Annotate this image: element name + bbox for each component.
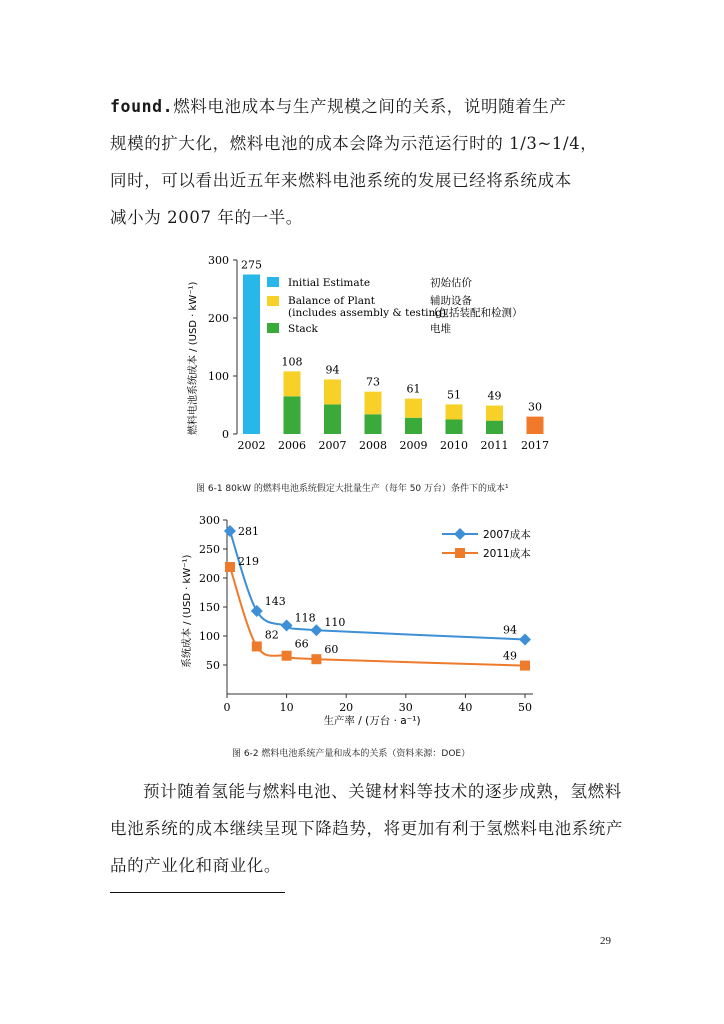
data-label: 60 [324,643,339,657]
x-tick-label: 2007 [318,439,347,452]
data-point [252,641,262,651]
data-label: 118 [294,611,316,625]
x-tick-label: 50 [518,701,532,714]
paragraph-intro [110,88,620,236]
text-line: 减小为 2007 年的一半。 [110,208,303,227]
legend-swatch-bop [267,296,279,306]
data-label: 49 [503,649,517,663]
bar-total-label: 49 [487,389,502,403]
data-point [311,654,321,664]
legend-bop-en: Balance of Plant [288,295,375,307]
y-tick-label: 150 [199,601,220,614]
x-tick-label: 2006 [278,439,306,452]
bold-word: found. [110,97,174,116]
bar-segment [365,392,382,415]
y-tick-label: 250 [199,543,220,556]
paragraph-outlook [110,773,623,884]
bar-segment [486,406,503,421]
x-tick-label: 20 [339,701,354,714]
legend [442,528,531,560]
bar-segment [324,404,341,434]
data-point [519,633,531,645]
text-line: 同时，可以看出近五年来燃料电池系统的发展已经将系统成本 [110,171,572,190]
x-tick-label: 2017 [521,439,549,452]
y-tick-label: 100 [199,630,220,643]
series-line [230,531,525,642]
y-axis-label: 燃料电池系统成本 / (USD · kW⁻¹) [188,281,199,435]
footnote-rule [110,892,285,893]
data-point [520,661,530,671]
bar-segment [324,379,341,404]
legend-bop-cn: 辅助设备 [430,295,472,307]
bar-total-label: 275 [241,258,262,272]
legend-swatch-stack [267,323,279,333]
x-tick-label: 0 [223,701,231,714]
y-axis-label: 系统成本 / (USD · kW⁻¹) [182,554,193,668]
data-point [310,624,322,636]
y-tick-label: 50 [206,659,220,672]
data-label: 281 [237,525,259,539]
bar-total-label: 108 [281,355,303,369]
data-point [281,620,293,632]
text-line: 规模的扩大化，燃料电池的成本会降为示范运行时的 1/3~1/4， [110,134,598,153]
x-tick-label: 30 [398,701,413,714]
legend-bop-note-cn: （包括装配和检测） [428,307,523,319]
legend-2011: 2011成本 [483,548,531,560]
bar-segment [405,418,422,434]
y-tick-label: 100 [208,370,229,383]
bar-segment [284,371,301,396]
bar-total-label: 73 [366,375,380,389]
x-tick-label: 10 [279,701,294,714]
series-line [230,567,525,666]
legend-diamond-icon [454,528,466,540]
legend-bop-note-en: (includes assembly & testing) [288,307,447,319]
x-tick-label: 40 [458,701,473,714]
data-label: 82 [264,628,279,642]
x-axis-label: 生产率 / (万台 · a⁻¹) [323,715,421,727]
bar-total-label: 94 [325,363,340,377]
legend-initial-cn: 初始估价 [430,277,472,289]
bar-segment [365,414,382,434]
bar-segment [405,399,422,418]
data-point [225,562,235,572]
legend-stack-en: Stack [288,323,318,335]
text-line: 预计随着氢能与燃料电池、关键材料等技术的逐步成熟，氢燃料 [143,782,622,801]
bar-segment [243,275,260,435]
y-tick-label: 200 [208,312,229,325]
bar-chart-cost [180,250,560,460]
bar-segment [527,417,544,434]
bar-segment [446,420,463,435]
legend-initial-en: Initial Estimate [288,277,371,289]
x-tick-label: 2011 [480,439,509,452]
x-tick-label: 2008 [359,439,387,452]
data-label: 143 [264,595,286,609]
legend-2007: 2007成本 [483,529,531,541]
legend-swatch-initial [267,277,279,287]
data-label: 94 [503,623,517,637]
x-tick-label: 2010 [440,439,468,452]
page-number: 29 [600,935,611,947]
bar-total-label: 51 [447,388,461,402]
legend [267,276,523,335]
bar-segment [446,404,463,419]
data-point [282,651,292,661]
bar-segment [284,396,301,434]
line-chart-cost [175,508,550,738]
bar-segment [486,421,503,434]
text-line: 电池系统的成本继续呈现下降趋势，将更加有利于氢燃料电池系统产 [110,819,623,838]
data-point [224,525,236,537]
data-label: 110 [324,616,346,630]
figure2-caption: 图 6-2 燃料电池系统产量和成本的关系（资料来源：DOE） [232,749,471,759]
x-tick-label: 2002 [237,439,266,452]
text-line: 品的产业化和商业化。 [110,856,281,875]
y-tick-label: 300 [199,514,220,527]
y-tick-label: 0 [222,428,229,441]
data-label: 66 [294,637,309,651]
bar-total-label: 61 [406,382,421,396]
bar-total-label: 30 [528,400,542,414]
figure1-caption: 图 6-1 80kW 的燃料电池系统假定大批量生产（每年 50 万台）条件下的成本¹ [196,484,509,494]
legend-square-icon [455,548,465,558]
data-label: 219 [237,554,259,568]
text-line: 燃料电池成本与生产规模之间的关系，说明随着生产 [173,97,567,116]
y-tick-label: 300 [208,254,229,267]
x-tick-label: 2009 [399,439,428,452]
y-tick-label: 200 [199,572,220,585]
legend-stack-cn: 电堆 [430,323,451,335]
